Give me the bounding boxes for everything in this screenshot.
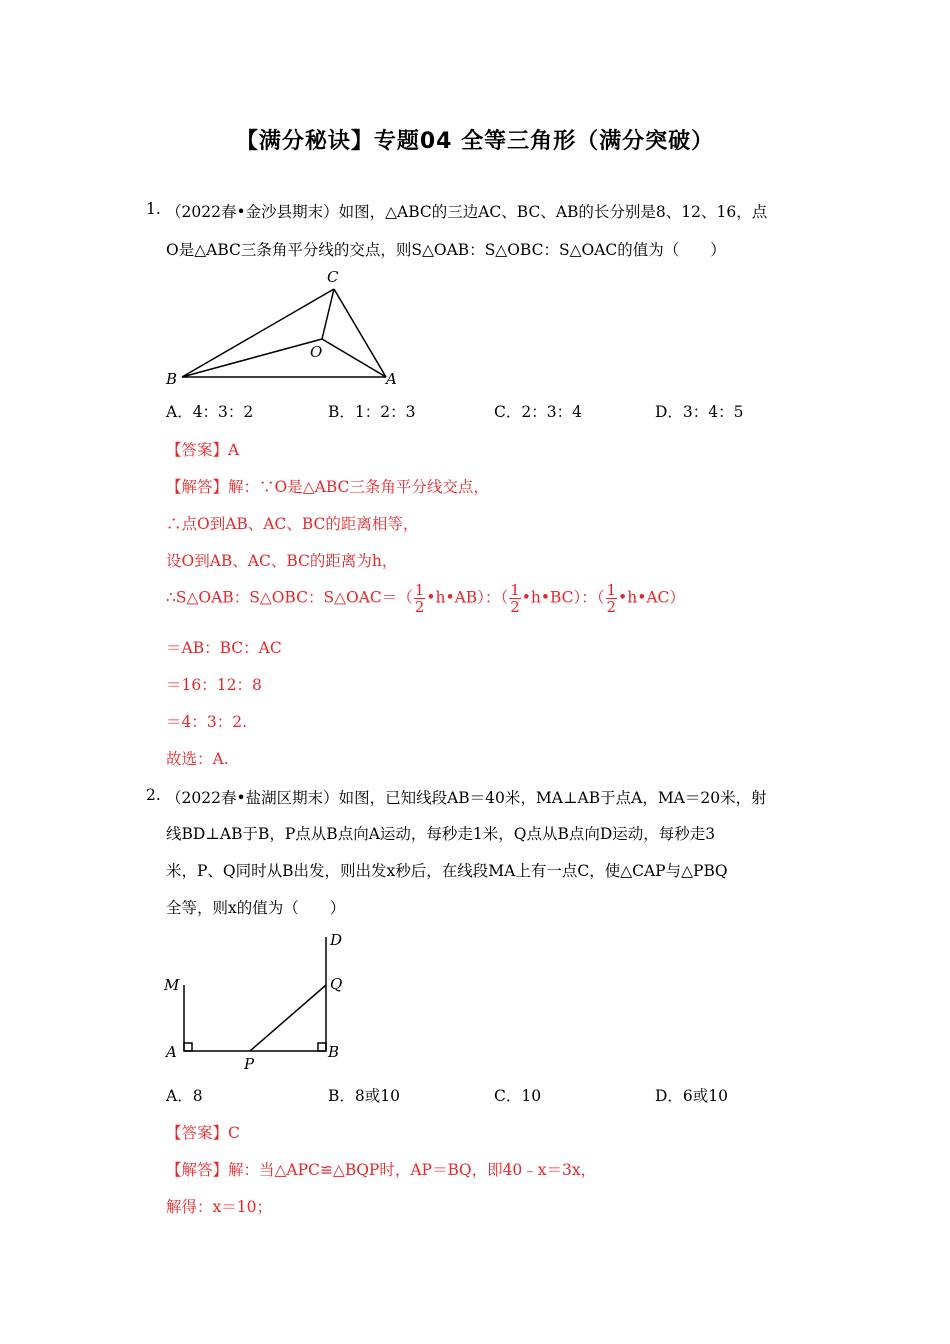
label-a: A <box>166 1043 177 1061</box>
q2-stem-line2: 线BD⊥AB于B，P点从B点向A运动，每秒走1米，Q点从B点向D运动，每秒走3 <box>166 825 716 843</box>
q1-answer-value: A <box>228 441 240 459</box>
label-m: M <box>164 976 180 994</box>
fraction-half: $\frac{1}{2}$ <box>510 581 520 616</box>
q1-answer <box>166 438 239 460</box>
label-c: C <box>327 268 339 286</box>
q2-solution-line1 <box>166 1158 596 1180</box>
q1-sol4-term2: •h•BC）：（ <box>521 588 605 607</box>
q2-sol2: 解得：x＝10； <box>166 1198 272 1216</box>
q1-sol4-term1: •h•AB）：（ <box>426 588 509 607</box>
q1-solution-line1 <box>166 475 489 497</box>
q1-sol2: ∴点O到AB、AC、BC的距离相等， <box>166 515 419 533</box>
segment-oa <box>322 339 386 377</box>
right-angle-a <box>184 1043 192 1051</box>
q2-stem-line1: （2022春•盐湖区期末）如图，已知线段AB＝40米，MA⊥AB于点A，MA＝20米，射 <box>166 789 767 807</box>
q1-sol8: 故选：A. <box>166 750 229 768</box>
q1-number: 1. <box>146 200 161 218</box>
q1-option-d: D．3：4：5 <box>655 403 744 421</box>
segment-pq <box>250 985 326 1051</box>
segment-co <box>322 289 334 339</box>
page-title: 【满分秘诀】专题04 全等三角形（满分突破） <box>235 129 715 154</box>
q1-option-b: B．1：2：3 <box>328 403 416 421</box>
q1-sol5: ＝AB：BC：AC <box>166 639 282 657</box>
label-p: P <box>244 1055 255 1070</box>
q2-figure <box>160 925 360 1070</box>
q1-option-a: A．4：3：2 <box>166 403 254 421</box>
segment-bc <box>182 289 334 377</box>
q2-option-a: A．8 <box>166 1087 203 1105</box>
q2-answer-value: C <box>228 1124 240 1142</box>
q1-answer-label: 【答案】 <box>166 441 229 459</box>
segment-ca <box>334 289 386 377</box>
q2-stem-line4: 全等，则x的值为（ ） <box>166 899 346 917</box>
q1-stem-line2: O是△ABC三条角平分线的交点，则S△OAB：S△OBC：S△OAC的值为（ ） <box>166 241 726 259</box>
q2-option-c: C．10 <box>494 1087 542 1105</box>
q2-sol1: 解：当△APC≌△BQP时，AP＝BQ，即40﹣x＝3x， <box>228 1161 597 1179</box>
q1-sol7: ＝4：3：2. <box>166 713 248 731</box>
q2-number: 2. <box>146 786 161 804</box>
q2-option-b: B．8或10 <box>328 1087 400 1105</box>
q2-answer <box>166 1121 240 1143</box>
q2-option-d: D．6或10 <box>655 1087 729 1105</box>
q2-solution-label: 【解答】 <box>166 1161 229 1179</box>
q1-triangle-figure <box>160 262 410 392</box>
q1-option-c: C．2：3：4 <box>494 403 582 421</box>
fraction-half: $\frac{1}{2}$ <box>414 581 425 616</box>
q1-sol4-prefix: ∴S△OAB：S△OBC：S△OAC＝（ <box>166 588 413 607</box>
q2-answer-label: 【答案】 <box>166 1124 229 1142</box>
right-angle-b <box>318 1043 326 1051</box>
label-b: B <box>328 1043 340 1061</box>
q1-sol6: ＝16：12：8 <box>166 676 262 694</box>
q1-sol4 <box>166 582 685 615</box>
q1-sol4-term3: •h•AC） <box>618 588 685 607</box>
label-a: A <box>386 370 397 388</box>
q2-stem-line3: 米，P、Q同时从B出发，则出发x秒后，在线段MA上有一点C，使△CAP与△PBQ <box>166 862 728 880</box>
label-d: D <box>330 931 343 949</box>
q1-solution-label: 【解答】 <box>166 478 229 496</box>
segment-bo <box>182 339 322 377</box>
label-q: Q <box>330 975 343 993</box>
label-o: O <box>310 343 323 361</box>
label-b: B <box>166 370 178 388</box>
q1-sol3: 设O到AB、AC、BC的距离为h， <box>166 552 398 570</box>
q1-stem-line1: （2022春•金沙县期末）如图，△ABC的三边AC、BC、AB的长分别是8、12、16，点 <box>166 203 768 221</box>
q1-sol1: 解：∵O是△ABC三条角平分线交点， <box>228 478 489 496</box>
fraction-half: $\frac{1}{2}$ <box>606 581 617 616</box>
